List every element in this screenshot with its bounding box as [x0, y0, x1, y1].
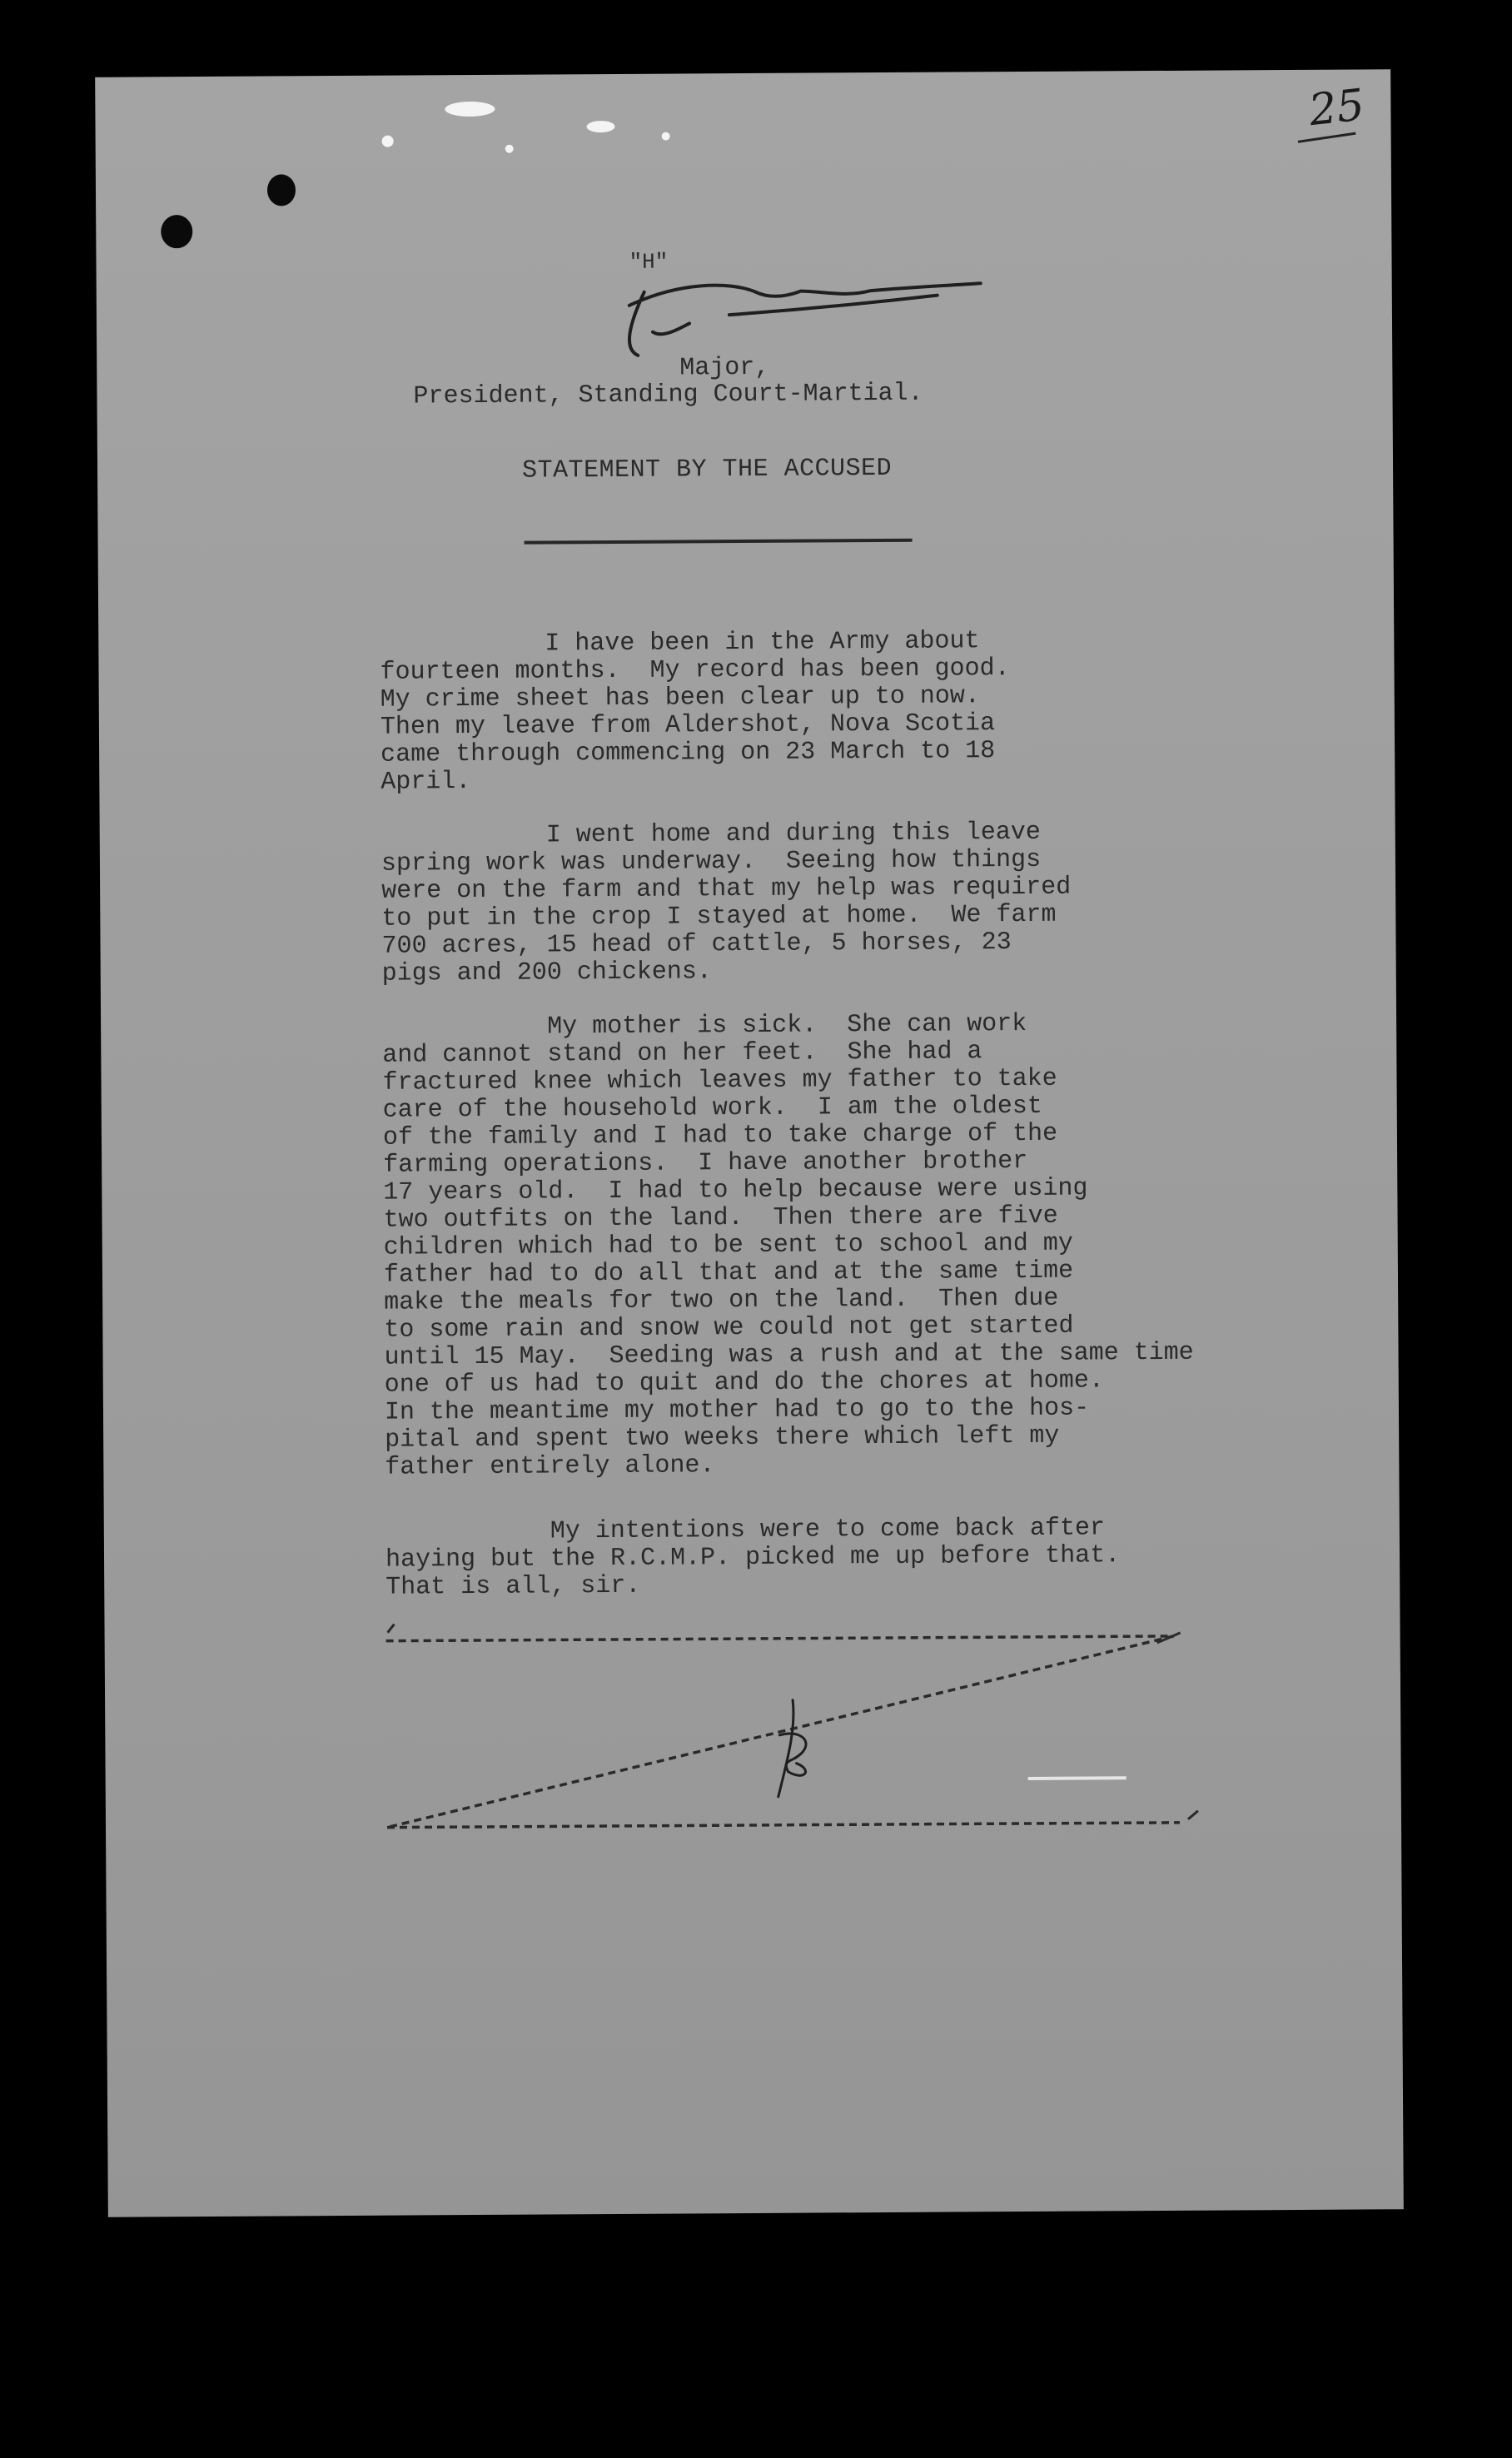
signatory-title: President, Standing Court-Martial. — [413, 379, 923, 411]
initials-mark — [778, 1700, 806, 1797]
statement-paragraph: My intentions were to come back after haying but the R.C.M.P. picked me up before that. That is all, sir. — [385, 1514, 1121, 1602]
signature-mark: "H" — [629, 249, 669, 275]
signatory-rank: Major, — [679, 353, 770, 383]
statement-heading: STATEMENT BY THE ACCUSED — [521, 454, 893, 485]
signature — [629, 283, 982, 356]
document-page — [95, 69, 1404, 2217]
statement-paragraph: I went home and during this leave spring work was underway. Seeing how things were on the farm and that my help was required to put in the crop I stayed at home. We farm 700 acres, 15 head of cattle, 5 horses, 23 pigs and 200 chickens. — [380, 818, 1072, 988]
scratch-mark — [1028, 1776, 1127, 1780]
page-number: 25 — [1306, 80, 1367, 137]
statement-paragraph: I have been in the Army about fourteen months. My record has been good. My crime sheet has been clear up to now. Then my leave from Aldershot, Nova Scotia came through commencing on 23 March to 18 April. — [380, 627, 1010, 797]
statement-paragraph: My mother is sick. She can work and cannot stand on her feet. She had a fractured knee which leaves my father to take care of the household work. I am the oldest of the family and I had to take charge of the farming operations. I have another brother 17 years old. I had to help because were using two outfits on the land. Then there are five children which had to be sent to school and my father had to do all that and at the same time make the meals for two on the land. Then due to some rain and snow we could not get started until 15 May. Seeding was a rush and at the same time one of us had to quit and do the chores at home. In the meantime my mother had to go to the hos- pital and spent two weeks there which left my father entirely alone. — [382, 1009, 1194, 1482]
